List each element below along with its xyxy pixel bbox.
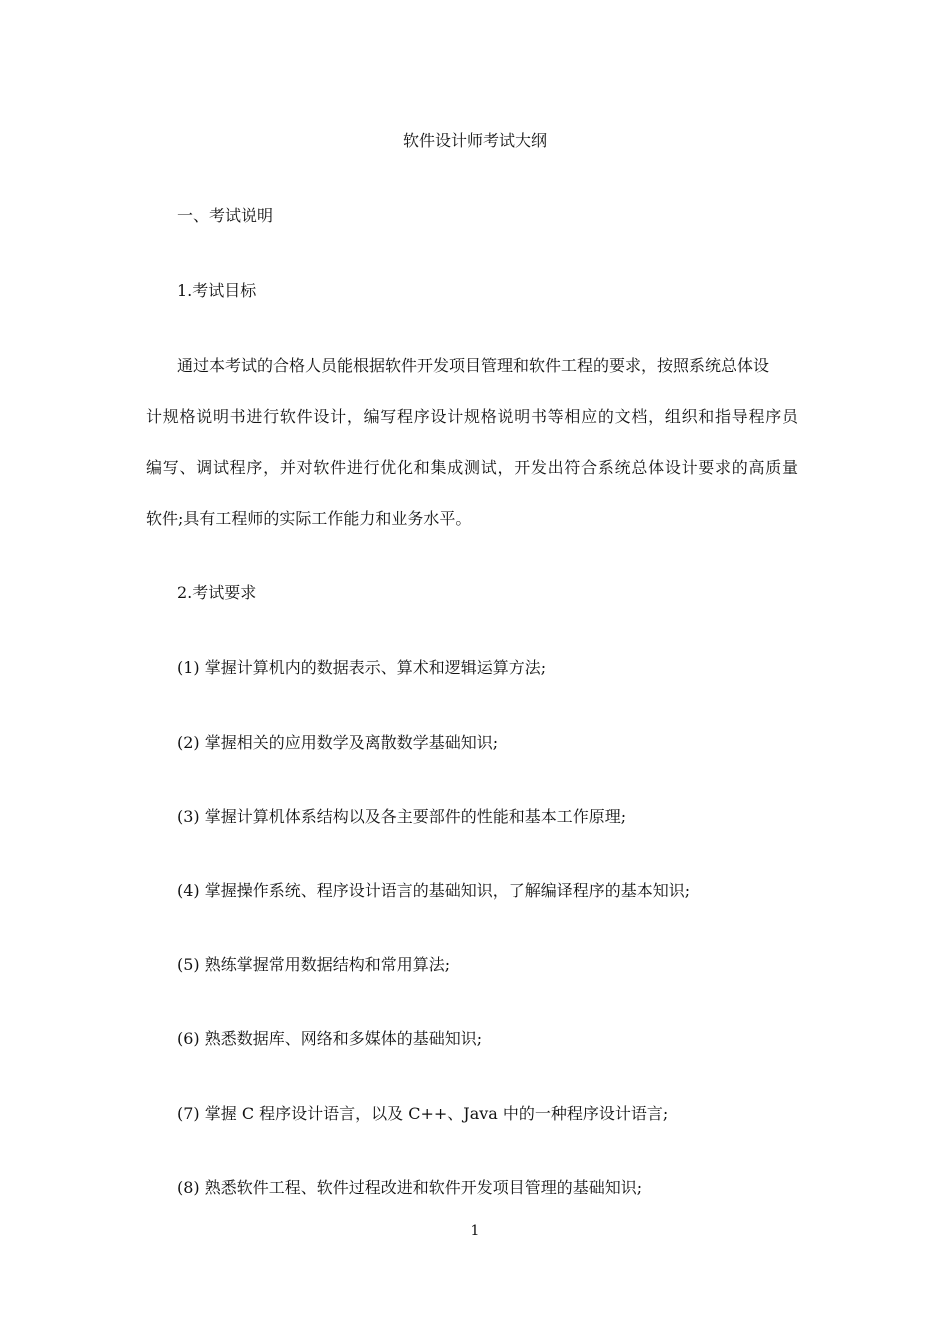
requirement-item: (2) 掌握相关的应用数学及离散数学基础知识; xyxy=(177,733,499,752)
requirement-item: (7) 掌握 C 程序设计语言，以及 C++、Java 中的一种程序设计语言; xyxy=(177,1104,669,1123)
document-title: 软件设计师考试大纲 xyxy=(402,131,547,150)
goal-paragraph-line: 编写、调试程序，并对软件进行优化和集成测试，开发出符合系统总体设计要求的高质量 xyxy=(146,458,798,477)
goal-paragraph-line: 通过本考试的合格人员能根据软件开发项目管理和软件工程的要求，按照系统总体设 xyxy=(177,356,770,375)
requirement-item: (8) 熟悉软件工程、软件过程改进和软件开发项目管理的基础知识; xyxy=(177,1178,643,1197)
subsection-heading-goal: 1.考试目标 xyxy=(177,281,257,300)
goal-paragraph-line: 计规格说明书进行软件设计，编写程序设计规格说明书等相应的文档，组织和指导程序员 xyxy=(146,407,798,426)
subsection-heading-requirements: 2.考试要求 xyxy=(177,583,257,602)
requirement-item: (5) 熟练掌握常用数据结构和常用算法; xyxy=(177,955,451,974)
goal-paragraph-line: 软件;具有工程师的实际工作能力和业务水平。 xyxy=(146,509,472,528)
requirement-item: (1) 掌握计算机内的数据表示、算术和逻辑运算方法; xyxy=(177,658,547,677)
requirement-item: (3) 掌握计算机体系结构以及各主要部件的性能和基本工作原理; xyxy=(177,807,627,826)
requirement-item: (6) 熟悉数据库、网络和多媒体的基础知识; xyxy=(177,1029,483,1048)
section-heading: 一、考试说明 xyxy=(177,206,274,225)
page-number: 1 xyxy=(470,1223,480,1239)
requirement-item: (4) 掌握操作系统、程序设计语言的基础知识，了解编译程序的基本知识; xyxy=(177,881,691,900)
